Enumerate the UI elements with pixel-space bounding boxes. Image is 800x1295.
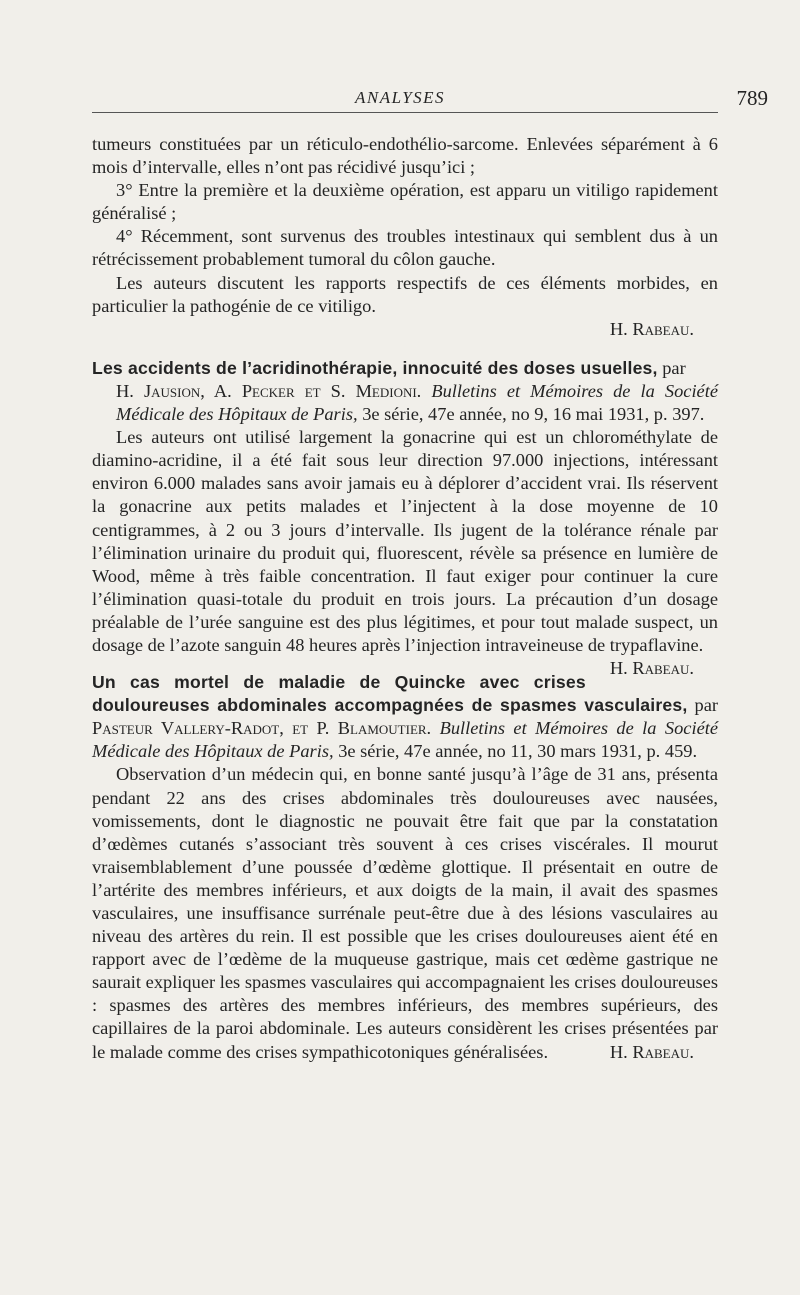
journal-name: Bulletins et Mémoires de la Société Médicale des Hôpitaux de Paris, [92,718,719,762]
article-body [92,426,718,679]
article-title: Un cas mortel de maladie de Quincke avec crises douloureuses abdominales accompagnées de spasmes vasculaires, [92,672,688,716]
citation-details: 3e série, 47e année, no 11, 30 mars 1931, p. 459. [338,741,698,762]
article-body-text: Les auteurs ont utilisé largement la gonacrine qui est un chlorométhylate de diamino-acridine, il a été fait sous leur direction 97.000 injections, intéressant environ 6.000 malades sans avoir jamais eu à déplorer d’accident vrai. Ils réservent la gonacrine aux petits malades et l’injectent à la dose moyenne de 10 centigrammes, à 2 ou 3 jours d’intervalle. Ils jugent de la tolérance rénale par l’élimination urinaire du produit qui, fluorescent, révèle sa présence en lumière de Wood, même à très faible concentration. Il faut exiger pour continuer la cure l’élimination quasi-totale du produit en trois jours. La précaution d’un dosage préalable de l’urée sanguine est des plus légitimes, et pour tout malade suspect, un dosage de l’azote sanguin 48 heures après l’injection intraveineuse de trypaflavine. [92,427,718,655]
page-number: 789 [736,86,768,110]
list-item: 4° Récemment, sont survenus des troubles intestinaux qui semblent dus à un rétrécissement probablement tumoral du côlon gauche. [92,226,718,270]
body-text [92,133,718,1064]
running-title: ANALYSES [354,88,446,107]
signature: H. Rabeau. [609,1041,694,1062]
journal-name: Bulletins et Mémoires de la Société Médicale des Hôpitaux de Paris, [116,380,718,425]
par-word: par [662,357,686,378]
continued-paragraph: tumeurs constituées par un réticulo-endothélio-sarcome. Enlevées séparément à 6 mois d’intervalle, elles n’ont pas récidivé jusqu’ici ; [92,134,718,178]
article-body-text: Observation d’un médecin qui, en bonne santé jusqu’à l’âge de 31 ans, présenta pendant 22 ans des crises abdominales très douloureuses avec nausées, vomissements, dont le diagnostic ne pouvait être fait que par la constatation d’œdèmes cutanés s’associant très souvent à ces crises viscérales. Il mourut vraisemblablement d’une poussée d’œdème glottique. Il présentait en outre de l’artérite des membres inférieurs, et aux doigts de la main, il avait des spasmes vasculaires, une insuffisance surrénale peut-être due à des lésions vasculaires au niveau des artères du rein. Il est possible que les crises douloureuses aient été en rapport avec de l’œdème de la muqueuse gastrique, mais cet œdème gastrique ne saurait expliquer les spasmes vasculaires qui accompagnaient les crises douloureuses : spasmes des artères des membres inférieurs, des membres supérieurs, des capillaires de la paroi abdominale. Les auteurs considèrent les crises présentées par le malade comme des crises sympathicotoniques généralisées. [92,764,718,1062]
article-heading [92,357,718,426]
par-word: par [694,695,718,716]
signature: H. Rabeau. [609,318,694,339]
article-heading [92,671,718,763]
article-authors: H. Jausion, A. Pecker et S. Medioni. [116,380,422,401]
spacer [92,341,718,357]
article-title: Les accidents de l’acridinothérapie, innocuité des doses usuelles, [92,357,658,378]
paragraph: Les auteurs discutent les rapports respectifs de ces éléments morbides, en particulier la pathogénie de ce vitiligo. [92,272,718,316]
citation-details: 3e série, 47e année, no 9, 16 mai 1931, p. 397. [362,404,705,425]
article-body [92,763,718,1063]
header-rule [92,112,718,113]
list-item: 3° Entre la première et la deuxième opération, est apparu un vitiligo rapidement généralisé ; [92,180,718,224]
signature: H. Rabeau. [609,658,694,679]
article-authors: Pasteur Vallery-Radot, et P. Blamoutier. [92,718,432,739]
